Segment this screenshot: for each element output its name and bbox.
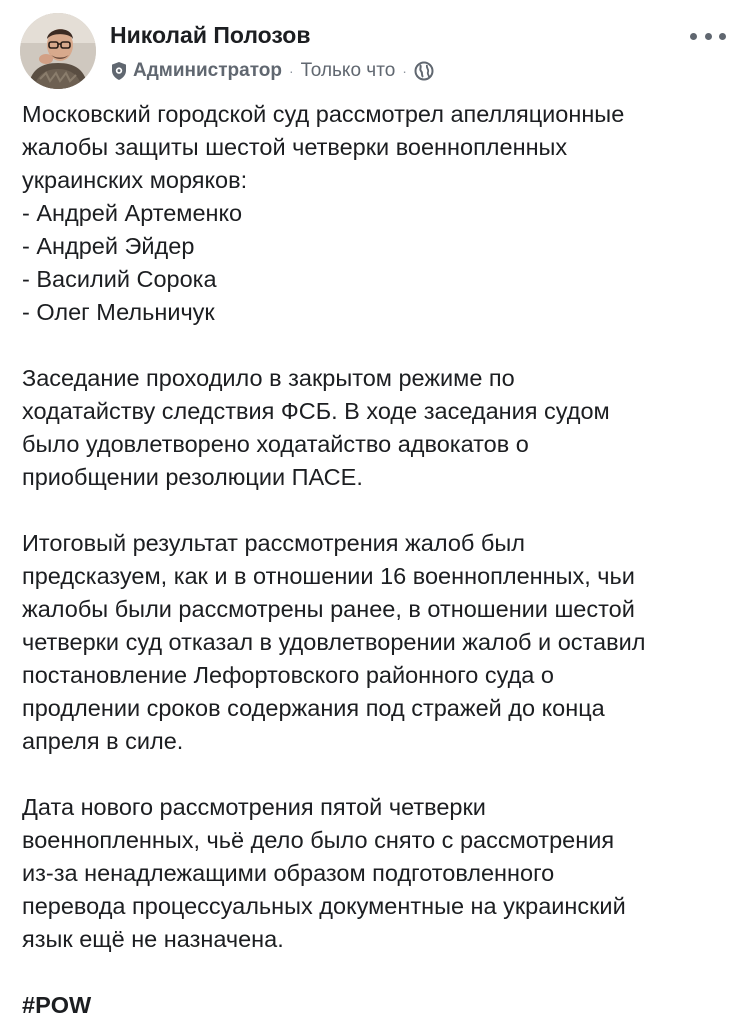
meta-separator: · [289, 63, 294, 79]
list-item: - Василий Сорока [22, 266, 217, 292]
text-line: ходатайству следствия ФСБ. В ходе заседания судом [22, 398, 610, 424]
more-horizontal-icon [705, 33, 712, 40]
globe-icon[interactable] [414, 61, 434, 81]
text-line: продлении сроков содержания под стражей до конца [22, 695, 605, 721]
text-line: перевода процессуальных документные на украинский [22, 893, 626, 919]
shield-icon [110, 61, 128, 81]
text-line: жалобы защиты шестой четверки военнопленных [22, 134, 568, 160]
meta-separator: · [402, 63, 407, 79]
text-line: Заседание проходило в закрытом режиме по [22, 365, 515, 391]
text-line: было удовлетворено ходатайство адвокатов о [22, 431, 529, 457]
post-paragraph [22, 791, 726, 956]
hashtag-row [22, 989, 726, 1022]
text-line: жалобы были рассмотрены ранее, в отношении шестой [22, 596, 635, 622]
post-paragraph [22, 527, 726, 758]
text-line: постановление Лефортовского районного суда о [22, 662, 554, 688]
list-item: - Андрей Эйдер [22, 233, 195, 259]
text-line: Дата нового рассмотрения пятой четверки [22, 794, 486, 820]
text-line: приобщении резолюции ПАСЕ. [22, 464, 363, 490]
list-item: - Андрей Артеменко [22, 200, 243, 226]
text-line: военнопленных, чьё дело было снято с рассмотрения [22, 827, 615, 853]
avatar[interactable] [20, 13, 96, 89]
post-body [22, 98, 726, 1022]
role-label: Администратор [133, 60, 282, 81]
text-line: украинских моряков: [22, 167, 248, 193]
more-horizontal-icon [690, 33, 697, 40]
text-line: Итоговый результат рассмотрения жалоб был [22, 530, 525, 556]
more-horizontal-icon [719, 33, 726, 40]
text-line: язык ещё не назначена. [22, 926, 284, 952]
text-line: четверки суд отказал в удовлетворении жалоб и оставил [22, 629, 646, 655]
text-line: Московский городской суд рассмотрел апелляционные [22, 101, 625, 127]
text-line: апреля в силе. [22, 728, 184, 754]
more-options-button[interactable] [690, 26, 726, 46]
post-paragraph [22, 362, 726, 494]
post-meta [110, 58, 434, 84]
post-header [0, 0, 746, 100]
hashtag-link[interactable]: #POW [22, 992, 92, 1018]
avatar-image [20, 13, 96, 89]
post-paragraph [22, 98, 726, 329]
text-line: предсказуем, как и в отношении 16 военнопленных, чьи [22, 563, 635, 589]
text-line: из-за ненадлежащими образом подготовленного [22, 860, 555, 886]
list-item: - Олег Мельничук [22, 299, 215, 325]
post-timestamp[interactable]: Только что [300, 60, 396, 81]
author-name[interactable]: Николай Полозов [110, 22, 311, 48]
